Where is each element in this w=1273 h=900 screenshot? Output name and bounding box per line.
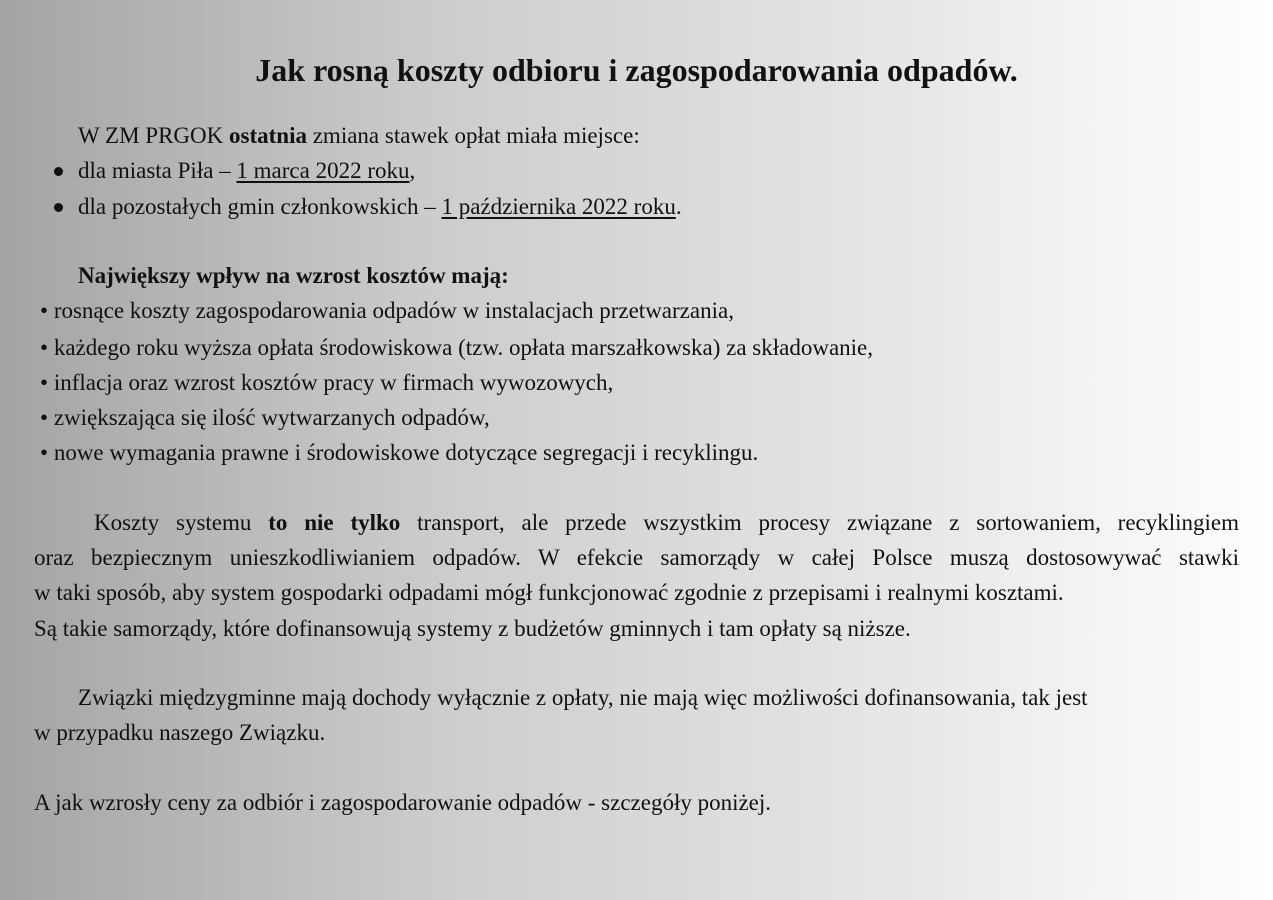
page-title: Jak rosną koszty odbioru i zagospodarowania odpadów. [255,52,1018,88]
intro-item-1-date: 1 marca 2022 roku [236,158,410,183]
unions-line-1: Związki międzygminne mają dochody wyłącznie z opłaty, nie mają więc możliwości dofinansowania, tak jest [78,685,1088,710]
bullet-icon: • [40,298,49,323]
factors-heading: Największy wpływ na wzrost kosztów mają: [78,263,509,288]
intro-prefix: W ZM PRGOK [78,123,230,148]
closing-line: A jak wzrosły ceny za odbiór i zagospodarowanie odpadów - szczegóły poniżej. [34,790,772,815]
bullet-icon: • [40,440,49,465]
intro-item-1 [78,156,415,186]
unions-line-2: w przypadku naszego Związku. [34,720,326,745]
bullet-dot-icon [54,167,63,176]
factor-item-text: inflacja oraz wzrost kosztów pracy w firmach wywozowych, [53,370,614,395]
bullet-icon: • [40,370,49,395]
costs-text: transport, ale przede wszystkim procesy związane z sortowaniem, recyklingiem [400,510,1240,535]
factor-item-text: każdego roku wyższa opłata środowiskowa (tzw. opłata marszałkowska) za składowanie, [53,335,874,360]
costs-line-4: Są takie samorządy, które dofinansowują systemy z budżetów gminnych i tam opłaty są niższe. [34,616,911,641]
bullet-dot-icon [54,203,63,212]
factor-item [40,438,758,468]
intro-item-1-text: dla miasta Piła – [78,158,237,183]
factor-item [40,296,734,326]
intro-suffix: zmiana stawek opłat miała miejsce: [306,123,640,148]
costs-line-1 [94,508,1239,538]
intro-item-2 [78,192,682,222]
costs-line-3: w taki sposób, aby system gospodarki odpadami mógł funkcjonować zgodnie z przepisami i realnymi kosztami. [34,580,1064,605]
bullet-icon: • [40,335,49,360]
intro-bold: ostatnia [229,123,307,148]
costs-text: Koszty systemu [94,510,269,535]
factor-item [40,333,873,363]
factor-item-text: nowe wymagania prawne i środowiskowe dotyczące segregacji i recyklingu. [53,440,759,465]
intro-item-2-text: dla pozostałych gmin członkowskich – [78,194,442,219]
costs-line-2: oraz bezpiecznym unieszkodliwianiem odpadów. W efekcie samorządy w całej Polsce muszą dostosowywać stawki [34,545,1239,570]
intro-item-2-date: 1 października 2022 roku [441,194,676,219]
factor-item [40,403,490,433]
costs-bold: to nie tylko [268,510,401,535]
factor-item-text: zwiększająca się ilość wytwarzanych odpadów, [53,405,490,430]
factor-item [40,368,613,398]
factor-item-text: rosnące koszty zagospodarowania odpadów w instalacjach przetwarzania, [53,298,734,323]
bullet-icon: • [40,405,49,430]
intro-item-2-end: . [675,194,682,219]
intro-line [78,121,640,151]
intro-item-1-end: , [409,158,416,183]
